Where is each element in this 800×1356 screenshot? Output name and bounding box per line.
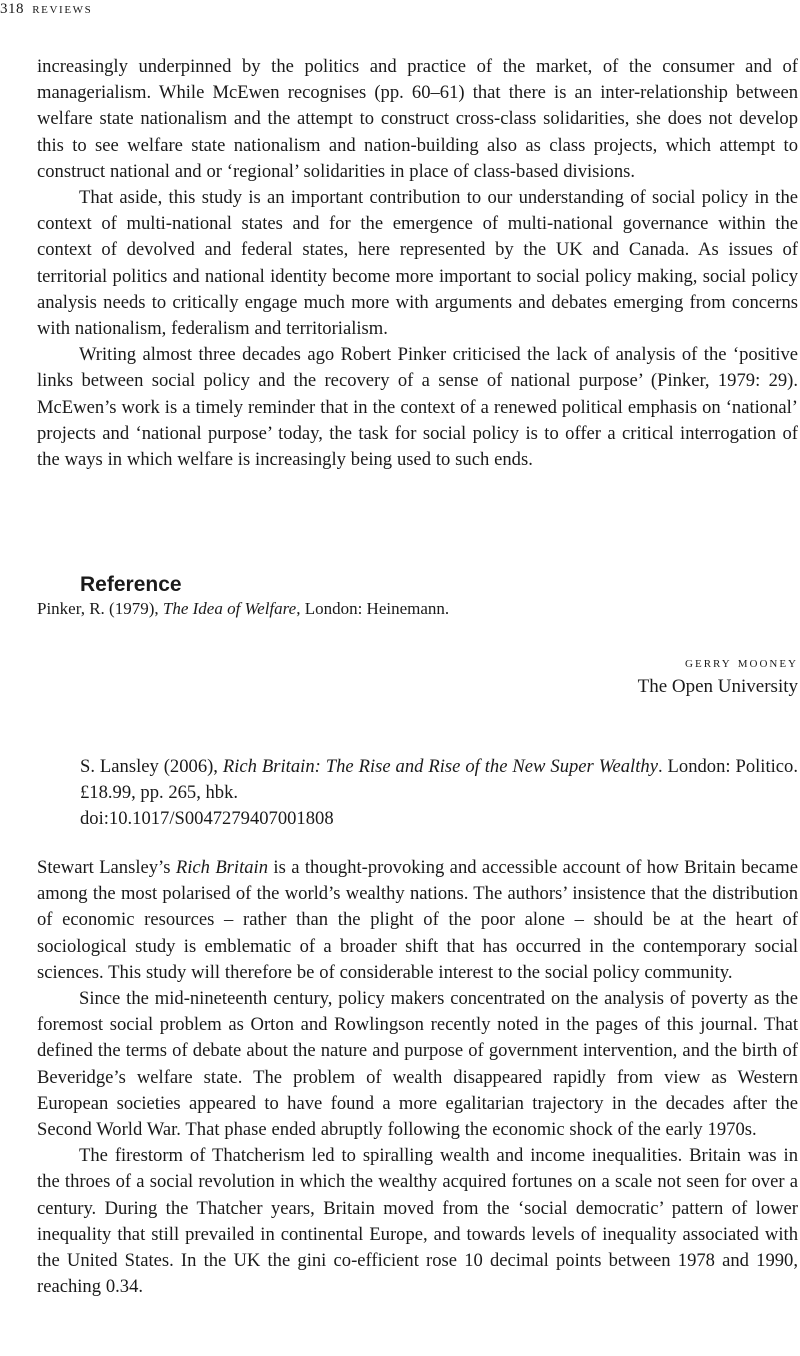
review-body-text <box>37 855 798 1300</box>
section-title: reviews <box>32 1 93 17</box>
book-citation <box>80 754 798 832</box>
citation-doi: doi:10.1017/S0047279407001808 <box>80 808 334 829</box>
reviewer-affiliation: The Open University <box>637 676 798 697</box>
paragraph: Since the mid-nineteenth century, policy makers concentrated on the analysis of poverty as the foremost social problem as Orton and Rowlingson recently noted in the pages of this journal. That defined the terms of debate about the nature and purpose of government intervention, and the birth of Beveridge’s welfare state. The problem of wealth disappeared rapidly from view as Western European societies appeared to have found a more egalitarian trajectory in the decades after the Second World War. That phase ended abruptly following the economic shock of the early 1970s. <box>37 988 798 1141</box>
paragraph: The firestorm of Thatcherism led to spiralling wealth and income inequalities. Britain was in the throes of a social revolution in which the wealthy acquired fortunes on a scale not seen for over a century. During the Thatcher years, Britain moved from the ‘social democratic’ pattern of lower inequality that still prevailed in continental Europe, and towards levels of inequality associated with the United States. In the UK the gini co-efficient rose 10 decimal points between 1978 and 1990, reaching 0.34. <box>37 1145 798 1298</box>
paragraph <box>37 855 798 986</box>
reference-entry <box>37 598 797 620</box>
paragraph: increasingly underpinned by the politics and practice of the market, of the consumer and of managerialism. While McEwen recognises (pp. 60–61) that there is an inter-relationship between welfare state nationalism and the attempt to construct cross-class solidarities, she does not develop this to see welfare state nationalism and nation-building also as class projects, which attempt to construct national and or ‘regional’ solidarities in place of class-based divisions. <box>37 56 798 182</box>
citation-title: Rich Britain: The Rise and Rise of the New Super Wealthy <box>222 756 658 777</box>
paragraph: Writing almost three decades ago Robert Pinker criticised the lack of analysis of the ‘positive links between social policy and the recovery of a sense of national purpose’ (Pinker, 1979: 29). McEwen’s work is a timely reminder that in the context of a renewed political emphasis on ‘national’ projects and ‘national purpose’ today, the task for social policy is to offer a critical interrogation of the ways in which welfare is increasingly being used to such ends. <box>37 344 798 471</box>
review-continuation-text <box>37 54 798 473</box>
reference-author-year: Pinker, R. (1979), <box>37 599 163 618</box>
reference-publisher: , London: Heinemann. <box>296 599 450 618</box>
reference-title: The Idea of Welfare <box>162 599 297 618</box>
paragraph: That aside, this study is an important contribution to our understanding of social policy in the context of multi-national states and for the emergence of multi-national governance within the context of devolved and federal states, here represented by the UK and Canada. As issues of territorial politics and national identity become more important to social policy making, social policy analysis needs to critically engage much more with arguments and debates emerging from concerns with nationalism, federalism and territorialism. <box>37 187 798 340</box>
reference-heading: Reference <box>80 573 182 596</box>
paragraph-rest: is a thought-provoking and accessible account of how Britain became among the most polarised of the world’s wealthy nations. The authors’ insistence that the distribution of economic resources – rather than the plight of the poor alone – should be at the heart of sociological study is emblematic of a broader shift that has occurred in the contemporary social sciences. This study will therefore be of considerable interest to the social policy community. <box>37 857 798 983</box>
page-number: 318 <box>0 1 24 17</box>
reviewer-name: gerry mooney <box>685 654 798 671</box>
citation-publication-details: . London: Politico. £18.99, pp. 265, hbk. <box>80 756 798 803</box>
running-head <box>0 0 92 18</box>
paragraph-lead: Stewart Lansley’s <box>37 857 176 878</box>
citation-author-year: S. Lansley (2006), <box>80 756 223 777</box>
book-title-italic: Rich Britain <box>175 857 269 878</box>
